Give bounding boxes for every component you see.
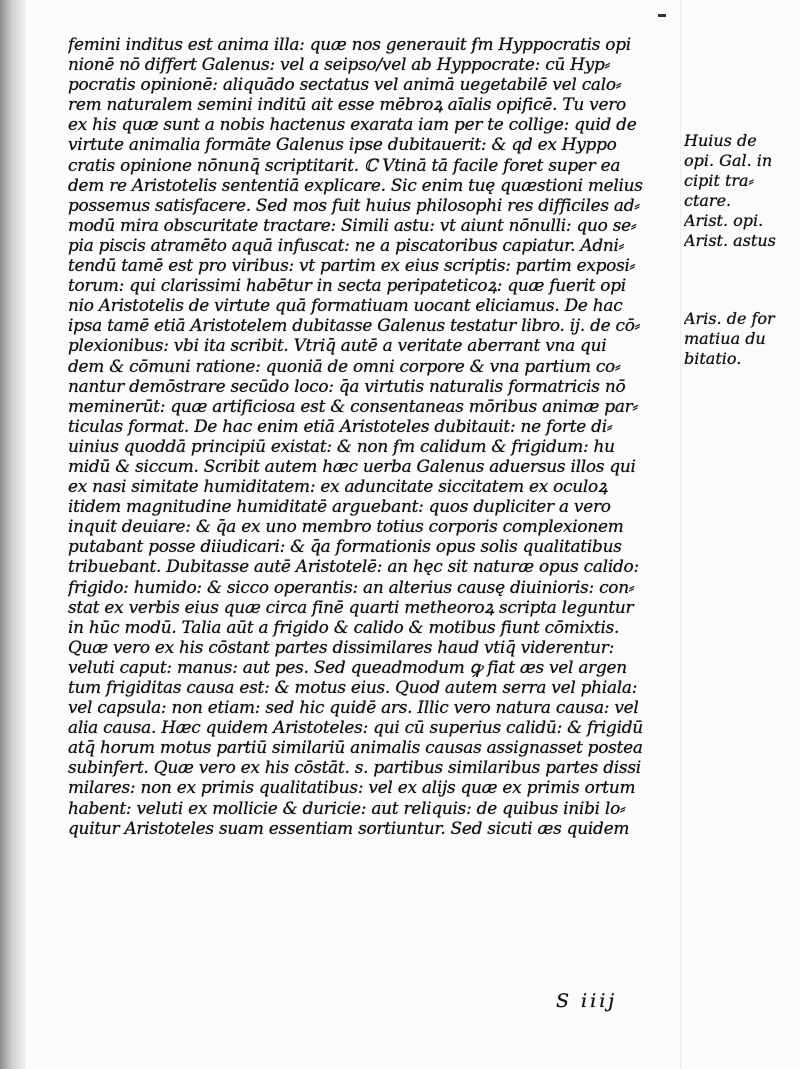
text-line: meminerūt: quæ artificiosa est & consentaneas mōribus animæ par⸗ [68, 395, 638, 416]
main-text-block [68, 34, 680, 838]
signature-mark: S iiij [556, 990, 618, 1012]
text-line: frigido: humido: & sicco operantis: an alterius causę diuinioris: con⸗ [68, 576, 635, 597]
text-line: virtute animalia formāte Galenus ipse dubitauerit: & qd ex Hyppo [68, 134, 617, 155]
margin-note-group-1 [684, 131, 796, 251]
margin-note-group-2 [684, 309, 796, 369]
top-mark [658, 14, 666, 17]
text-line: nio Aristotelis de virtute quā formatiuam uocant eliciamus. De hac [68, 295, 623, 316]
text-line: ticulas format. De hac enim etiā Aristoteles dubitauit: ne forte di⸗ [68, 415, 613, 436]
margin-note-line: Aris. de for [684, 309, 775, 328]
text-line: inquit deuiare: & q̄a ex uno membro totius corporis complexionem [68, 516, 624, 537]
margin-note-line: ctare. [684, 191, 732, 210]
text-line: pia piscis atramēto aquā infuscat: ne a piscatoribus capiatur. Adni⸗ [68, 234, 625, 255]
margin-notes [684, 131, 796, 369]
text-line: dem re Aristotelis sententiā explicare. Sic enim tuę quæstioni melius [68, 174, 643, 195]
text-line: ex nasi simitate humiditatem: ex aduncitate siccitatem ex oculoꝝ [68, 476, 608, 497]
text-line: vel capsula: non etiam: sed hic quidē ars. Illic vero natura causa: vel [68, 697, 639, 718]
text-line: in hūc modū. Talia aūt a frigido & calido & motibus fiunt cōmixtis. [68, 616, 620, 637]
text-line: putabant posse diiudicari: & q̄a formationis opus solis qualitatibus [68, 536, 622, 557]
text-line: modū mira obscuritate tractare: Simili astu: vt aiunt nōnulli: quo se⸗ [68, 214, 637, 235]
text-line: nionē nō differt Galenus: vel a seipso/vel ab Hyppocrate: cū Hyp⸗ [68, 54, 610, 75]
text-line: midū & siccum. Scribit autem hæc uerba Galenus aduersus illos qui [68, 455, 636, 476]
text-line: milares: non ex primis qualitatibus: vel ex alijs quæ ex primis ortum [68, 777, 636, 798]
margin-note-line: Arist. opi. [684, 211, 764, 230]
text-line: stat ex verbis eius quæ circa finē quarti metheoroꝝ scripta leguntur [68, 596, 634, 617]
margin-note-line: bitatio. [684, 349, 742, 368]
text-line: atq̄ horum motus partiū similariū animalis causas assignasset postea [68, 737, 643, 758]
text-line: subinfert. Quæ vero ex his cōstāt. s. partibus similaribus partes dissi [68, 757, 641, 778]
text-line: torum: qui clarissimi habētur in secta peripateticoꝝ: quæ fuerit opi [68, 275, 626, 296]
margin-note-line: opi. Gal. in [684, 151, 773, 170]
text-line: Quæ vero ex his cōstant partes dissimilares haud vtiq̄ viderentur: [68, 636, 615, 657]
text-line: possemus satisfacere. Sed mos fuit huius philosophi res difficiles ad⸗ [68, 194, 640, 215]
text-line: plexionibus: vbi ita scribit. Vtriq̄ autē a veritate aberrant vna qui [68, 335, 607, 356]
margin-note-line: Huius de [684, 131, 757, 150]
text-line: nantur demōstrare secūdo loco: q̄a virtutis naturalis formatricis nō [68, 375, 626, 396]
text-line: uinius quoddā principiū existat: & non ẜm calidum & frigidum: hu [68, 435, 615, 456]
text-line: rem naturalem semini inditū ait esse mēbroꝝ aīalis opificē. Tu vero [68, 94, 626, 115]
margin-note-line: cipit tra⸗ [684, 171, 754, 190]
text-line: quitur Aristoteles suam essentiam sortiuntur. Sed sicuti æs quidem [68, 817, 630, 838]
margin-note-line: matiua du [684, 329, 766, 348]
text-line: tribuebant. Dubitasse autē Aristotelē: an hęc sit naturæ opus calido: [68, 556, 639, 577]
text-line: cratis opinione nōnunq̄ scriptitarit. ℂ Vtinā tā facile foret super ea [68, 154, 621, 175]
text-line: pocratis opinionē: aliquādo sectatus vel animā uegetabilē vel calo⸗ [68, 74, 622, 95]
text-line: dem & cōmuni ratione: quoniā de omni corpore & vna partium co⸗ [68, 355, 621, 376]
margin-note-line: Arist. astus [684, 231, 776, 250]
text-line: alia causa. Hæc quidem Aristoteles: qui cū superius calidū: & frigidū [68, 717, 643, 738]
text-line: femini inditus est anima illa: quæ nos generauit ẜm Hyppocratis opi [68, 34, 631, 54]
column-edge [680, 0, 681, 1069]
text-line: itidem magnitudine humiditatē arguebant: quos dupliciter a vero [68, 496, 611, 517]
page-gutter-shadow [0, 0, 26, 1069]
text-line: ipsa tamē etiā Aristotelem dubitasse Galenus testatur libro. ij. de cō⸗ [68, 315, 641, 336]
text-line: ex his quæ sunt a nobis hactenus exarata iam per te collige: quid de [68, 114, 637, 135]
text-line: tum frigiditas causa est: & motus eius. Quod autem serra vel phiala: [68, 677, 638, 697]
text-line: tendū tamē est pro viribus: vt partim ex eius scriptis: partim exposi⸗ [68, 255, 636, 276]
text-line: habent: veluti ex mollicie & duricie: aut reliquis: de quibus inibi lo⸗ [68, 797, 626, 818]
text-line: veluti caput: manus: aut pes. Sed queadmodum ꝙ fiat æs vel argen [68, 656, 627, 677]
